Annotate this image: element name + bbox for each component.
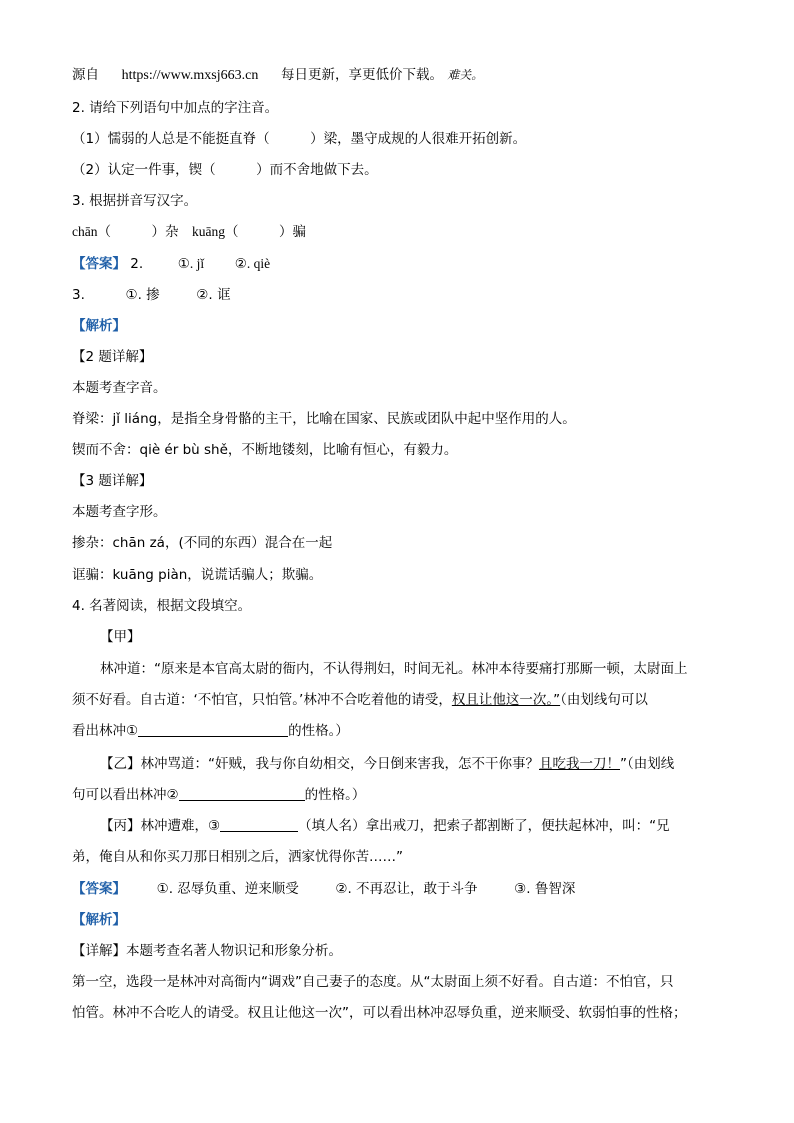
passage-jia-underlined: 权且让他这一次。”: [451, 692, 561, 708]
passage-yi-note: ”（由划线: [620, 756, 675, 772]
answer-label: 【答案】: [72, 256, 126, 272]
source-stamp: 难关。: [447, 68, 484, 82]
question-3-line: chān（ ）杂 kuāng（ ）骗: [72, 224, 306, 239]
q2-detail-line-1: 脊梁：jǐ liáng，是指全身骨骼的主干，比喻在国家、民族或团队中起中坚作用的人。: [72, 411, 576, 427]
passage-jia-line-2: [72, 691, 648, 709]
answer-3-number: 3.: [72, 287, 85, 303]
blank-3[interactable]: [220, 817, 298, 832]
blank-2-prefix: 句可以看出林冲②: [72, 787, 179, 803]
question-3-title: 3. 根据拼音写汉字。: [72, 193, 198, 209]
passage-yi-underlined: 且吃我一刀！: [539, 756, 620, 772]
analysis-4-label: 【解析】: [72, 912, 126, 928]
q2-detail-line-2: 锲而不舍：qiè ér bù shě，不断地镂刻，比喻有恒心，有毅力。: [72, 442, 458, 458]
answer-4-item-3: ③. 鲁智深: [514, 881, 576, 897]
blank-2[interactable]: [179, 786, 305, 801]
passage-jia-note: （由划线句可以: [560, 692, 648, 708]
blank-2-suffix: 的性格。）: [304, 787, 366, 803]
passage-jia-text: 须不好看。自古道：‘不怕官，只怕管。’林冲不合吃着他的请受，: [72, 692, 452, 708]
source-prefix: 源自: [72, 67, 99, 83]
analysis-4-heading: 【详解】本题考查名著人物识记和形象分析。: [72, 943, 342, 959]
passage-yi-line-2: [72, 786, 365, 804]
blank-1-prefix: 看出林冲①: [72, 723, 139, 739]
passage-jia-line-1: 林冲道：“原来是本官高太尉的衙内，不认得荆妇，时间无礼。林冲本待要痛打那厮一顿，太尉面上: [100, 661, 688, 677]
answer-2-line: [72, 255, 270, 273]
answer-3-item-2: ②. 诓: [196, 287, 231, 303]
question-4-title: 4. 名著阅读，根据文段填空。: [72, 598, 252, 614]
answer-2-item-1: ①. jǐ: [177, 256, 205, 271]
answer-4-label: 【答案】: [72, 881, 126, 897]
blank-1[interactable]: [138, 722, 288, 737]
question-2-item-2: （2）认定一件事，锲（ ）而不舍地做下去。: [72, 162, 378, 178]
q3-detail-text: 本题考查字形。: [72, 504, 167, 520]
passage-yi-text: 【乙】林冲骂道：“奸贼，我与你自幼相交，今日倒来害我，怎不干你事？: [100, 756, 539, 772]
q3-detail-heading: 【3 题详解】: [72, 473, 153, 489]
answer-2-number: 2.: [130, 256, 144, 272]
answer-2-item-2: ②. qiè: [234, 256, 271, 271]
analysis-4-line-1: 第一空，选段一是林冲对高衙内“调戏”自己妻子的态度。从“太尉面上须不好看。自古道：不怕官，只: [72, 974, 674, 990]
question-2-title: 2. 请给下列语句中加点的字注音。: [72, 100, 279, 116]
source-line: [72, 66, 483, 85]
passage-bing-line-2: 弟，俺自从和你买刀那日相别之后，洒家忧得你苦……”: [72, 849, 403, 865]
source-url[interactable]: https://www.mxsj663.cn: [121, 68, 259, 83]
answer-3-item-1: ①. 掺: [125, 287, 160, 303]
answer-4-item-1: ①. 忍辱负重、逆来顺受: [156, 881, 299, 897]
answer-3-line: [72, 286, 230, 304]
passage-bing-line-1: [100, 817, 670, 835]
source-suffix: 每日更新，享更低价下载。: [280, 67, 443, 83]
q2-detail-text: 本题考查字音。: [72, 380, 167, 396]
q3-detail-line-1: 掺杂：chān zá，(不同的东西）混合在一起: [72, 535, 333, 551]
q2-detail-heading: 【2 题详解】: [72, 349, 153, 365]
analysis-4-line-2: 怕管。林冲不合吃人的请受。权且让他这一次”，可以看出林冲忍辱负重，逆来顺受、软弱怕事的性格；: [72, 1005, 687, 1021]
blank-3-suffix: （填人名）拿出戒刀，把索子都割断了，便扶起林冲，叫：“兄: [298, 818, 670, 834]
question-2-item-1: （1）懦弱的人总是不能挺直脊（ ）梁，墨守成规的人很难开拓创新。: [72, 131, 527, 147]
passage-jia-label: 【甲】: [100, 629, 141, 645]
passage-yi-line-1: [100, 755, 674, 773]
blank-3-prefix: 【丙】林冲遭难，③: [100, 818, 221, 834]
q3-detail-line-2: 诓骗：kuāng piàn，说谎话骗人；欺骗。: [72, 567, 323, 583]
analysis-label: 【解析】: [72, 318, 126, 334]
passage-jia-line-3: [72, 722, 349, 740]
answer-4-item-2: ②. 不再忍让，敢于斗争: [335, 881, 478, 897]
answer-4-line: [72, 880, 575, 898]
blank-1-suffix: 的性格。）: [288, 723, 349, 739]
